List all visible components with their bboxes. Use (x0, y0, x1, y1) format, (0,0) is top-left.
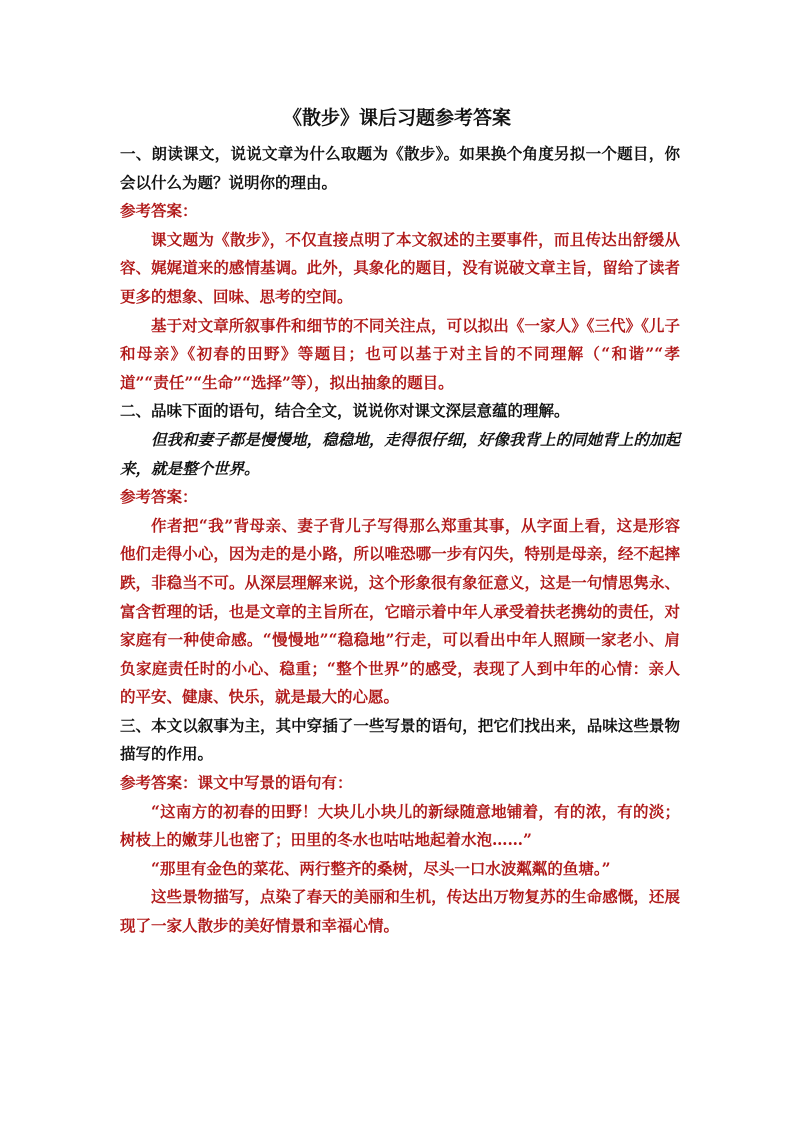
answer-2-paragraph: 作者把“我”背母亲、妻子背儿子写得那么郑重其事，从字面上看，这是形容他们走得小心，因为走的是小路，所以唯恐哪一步有闪失，特别是母亲，经不起摔跌，非稳当不可。从深层理解来说，这个形象很有象征意义，这是一句情思隽永、富含哲理的话，也是文章的主旨所在，它暗示着中年人承受着扶老携幼的责任，对家庭有一种使命感。“慢慢地”“稳稳地”行走，可以看出中年人照顾一家老小、肩负家庭责任时的小心、稳重；“整个世界”的感受，表现了人到中年的心情：亲人的平安、健康、快乐，就是最大的心愿。 (120, 515, 680, 707)
document-title: 《散步》课后习题参考答案 (282, 107, 511, 129)
question-1: 一、朗读课文，说说文章为什么取题为《散步》。如果换个角度另拟一个题目，你会以什么为题？说明你的理由。 (120, 144, 680, 192)
answer-1-paragraph-2: 基于对文章所叙事件和细节的不同关注点，可以拟出《一家人》《三代》《儿子和母亲》《初春的田野》等题目；也可以基于对主旨的不同理解（“和谐”“孝道”“责任”“生命”“选择”等），拟出抽象的题目。 (120, 315, 680, 392)
document-body (120, 140, 680, 941)
question-2-quote: 但我和妻子都是慢慢地，稳稳地，走得很仔细，好像我背上的同她背上的加起来，就是整个世界。 (120, 429, 680, 478)
question-2: 二、品味下面的语句，结合全文，说说你对课文深层意蕴的理解。 (120, 401, 570, 421)
question-3: 三、本文以叙事为主，其中穿插了一些写景的语句，把它们找出来，品味这些景物描写的作用。 (120, 715, 680, 764)
answer-label-3-prefix: 参考答案： (120, 773, 198, 793)
scene-quote-2: “那里有金色的菜花、两行整齐的桑树，尽头一口水波粼粼的鱼塘。” (151, 858, 611, 878)
answer-label-3-tail: 课文中写景的语句有： (197, 773, 353, 793)
answer-label-2: 参考答案： (120, 487, 198, 507)
answer-3-summary: 这些景物描写，点染了春天的美丽和生机，传达出万物复苏的生命感慨，还展现了一家人散步的美好情景和幸福心情。 (120, 887, 680, 936)
answer-1-paragraph-1: 课文题为《散步》，不仅直接点明了本文叙述的主要事件，而且传达出舒缓从容、娓娓道来的感情基调。此外，具象化的题目，没有说破文章主旨，留给了读者更多的想象、回味、思考的空间。 (120, 229, 680, 306)
answer-label-3 (120, 769, 680, 798)
answer-label-1: 参考答案： (120, 201, 198, 221)
scene-quote-1: “这南方的初春的田野！大块儿小块儿的新绿随意地铺着，有的浓，有的淡；树枝上的嫩芽儿也密了；田里的冬水也咕咕地起着水泡……” (120, 801, 680, 850)
